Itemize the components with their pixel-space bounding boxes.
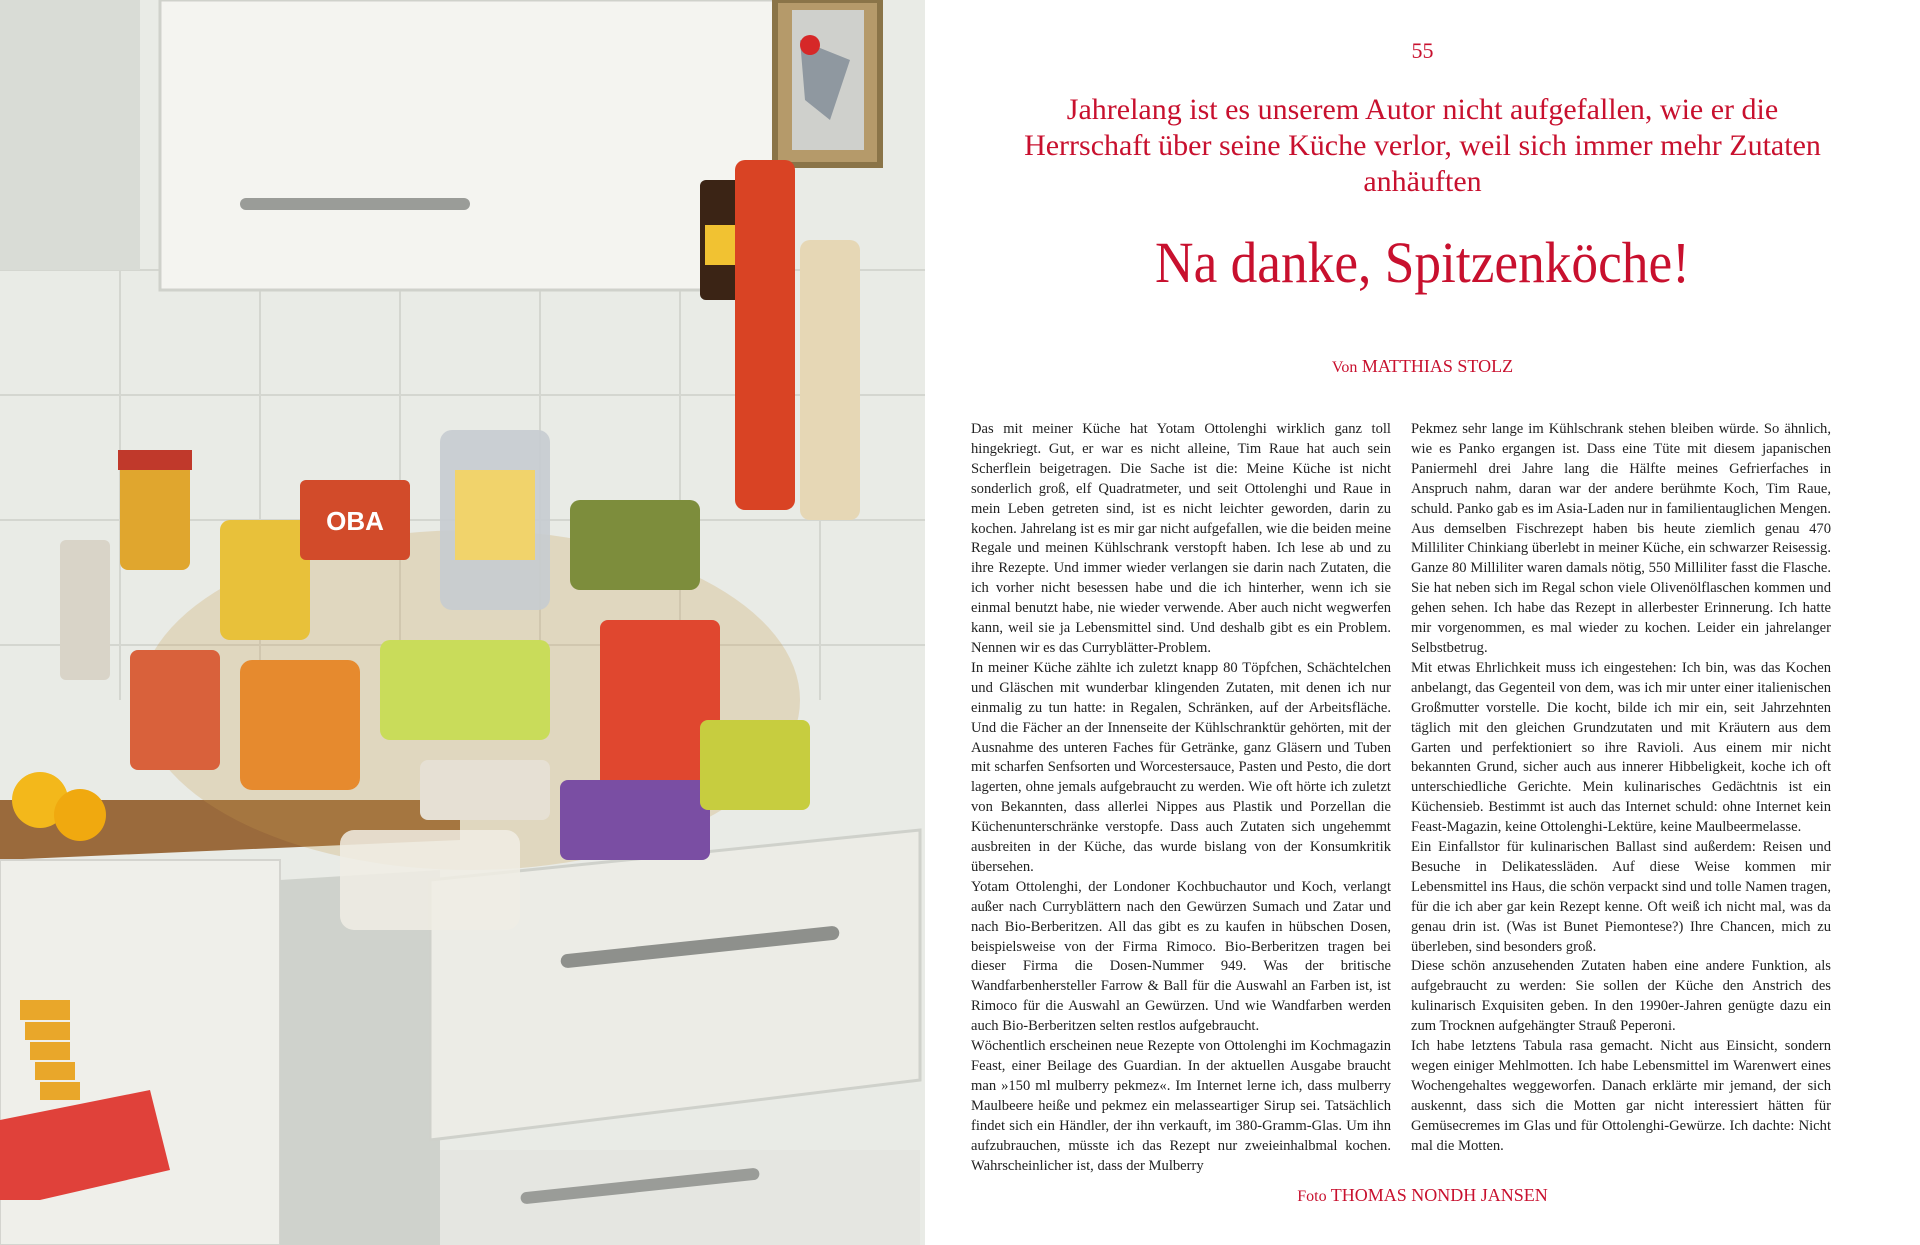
jar-label-oba: OBA <box>326 506 384 536</box>
credit-prefix: Foto <box>1297 1188 1327 1205</box>
article-page <box>925 0 1920 1245</box>
credit-photographer: THOMAS NONDH JANSEN <box>1330 1185 1548 1205</box>
byline-author: MATTHIAS STOLZ <box>1361 356 1514 376</box>
article-column-left <box>971 420 1391 1176</box>
cluttered-kitchen-photo <box>0 0 925 1245</box>
paragraph: Pekmez sehr lange im Kühlschrank stehen bleiben würde. So ähnlich, wie es Panko ergangen ist. Dass eine Tüte mit diesem japanischen Paniermehl drei Jahre lang die Hälfte meines Gefrierfaches in Anspruch nahm, daran war der andere berühmte Koch, Tim Raue, schuld. Panko gab es im Asia-Laden nur in familientauglichen Mengen. Aus demselben Fischrezept haben bis heute ziemlich genau 470 Milliliter Chinkiang überlebt in meiner Küche, ein schwarzer Reisessig. Ganze 80 Milliliter waren damals nötig, 550 Milliliter fasst die Flasche. Sie hat neben sich im Regal schon viele Olivenölflaschen kommen und gehen sehen. Ich habe das Rezept in allerbester Erinnerung. Ich hatte mir vorgenommen, es mal wieder zu kochen. Leider ein jahrelanger Selbstbetrug. <box>1411 421 1831 656</box>
paragraph: Diese schön anzusehenden Zutaten haben eine andere Funktion, als aufgebraucht zu werden: Sie sollen der Küche den Anstrich des kulinarisch Exquisiten geben. In den 1990er-Jahren genügte dazu ein zum Trocknen aufgehängter Strauß Peperoni. <box>1411 958 1831 1035</box>
byline <box>925 356 1920 377</box>
paragraph: Wöchentlich erscheinen neue Rezepte von Ottolenghi im Kochmagazin Feast, einer Beilage des Guardian. In der aktuellen Ausgabe braucht man »150 ml mulberry pekmez«. Im Internet lerne ich, dass mulberry Maulbeere heiße und pekmez ein melasseartiger Sirup sei. Tatsächlich findet sich ein Händler, der ihn verkauft, im 380-Gramm-Glas. Um ihn aufzubrauchen, müsste ich das Rezept nur zweieinhalbmal kochen. Wahrscheinlicher ist, dass der Mulberry <box>971 1038 1391 1174</box>
paragraph: Mit etwas Ehrlichkeit muss ich eingestehen: Ich bin, was das Kochen anbelangt, das Gegenteil von dem, was ich mir unter einer italienischen Großmutter vorstelle. Die kocht, bilde ich mir ein, seit Jahrzehnten täglich mit den gleichen Grundzutaten und mit Kräutern aus dem Garten und perfektioniert so ihre Ravioli. Aus einem mir nicht bekannten Grund, sicher auch aus innerer Hibbeligkeit, koche ich oft unterschiedliche Gerichte. Mein kulinarisches Gedächtnis ist ein Küchensieb. Bestimmt ist auch das Internet schuld: ohne Internet kein Feast-Magazin, keine Ottolenghi-Lektüre, keine Maulbeermelasse. <box>1411 659 1831 836</box>
page-number: 55 <box>1411 38 1434 63</box>
paragraph: In meiner Küche zählte ich zuletzt knapp 80 Töpfchen, Schächtelchen und Gläschen mit wunderbar klingenden Zutaten, mit denen ich nur einmalig zu tun hatte: in Regalen, Schränken, auf der Arbeitsfläche. Und die Fächer an der Innenseite der Kühlschranktür gehörten, mit der Ausnahme des unteren Faches für Getränke, ganz Gläsern und Tuben mit scharfen Senfsorten und Worcestersauce, Pasten und Pesto, die dort lagerten, ohne jemals aufgebraucht zu werden. Wie oft hörte ich zuletzt von Bekannten, dass allerlei Nippes aus Plastik und Porzellan die Küchenunterschränke verstopfe. Dass auch Zutaten sich ungehemmt ausbreiten in der Küche, das wurde bislang von der Konsumkritik übersehen. <box>971 659 1391 875</box>
paragraph: Das mit meiner Küche hat Yotam Ottolenghi wirklich ganz toll hingekriegt. Gut, er war es nicht alleine, Tim Raue hat auch sein Scherflein beigetragen. Die Sache ist die: Meine Küche ist nicht sonderlich groß, elf Quadratmeter, und seit Ottolenghi und Raue in mein Leben getreten sind, ist es nicht leichter geworden, darin zu kochen. Jahrelang ist es mir gar nicht aufgefallen, wie die beiden meine Regale und meinen Kühlschrank verstopft haben. Ich lese ab und zu ihre Rezepte. Und immer wieder verlangen sie darin nach Zutaten, die ich vorher nicht besessen habe und die ich hinterher, wenn ich sie einmal benutzt habe, nie wieder verwende. Aber auch nicht wegwerfen kann, weil sie ja Lebensmittel sind. Und deshalb gibt es ein Problem. Nennen wir es das Curryblätter-Problem. <box>971 421 1391 656</box>
paragraph: Ich habe letztens Tabula rasa gemacht. Nicht aus Einsicht, sondern wegen einiger Mehlmotten. Ich habe Lebensmittel im Warenwert eines Wochengehaltes weggeworfen. Danach erklärte mir jemand, der sich auskennt, dass sich die Motten gar nicht interessiert hätten für Gemüsecremes im Glas und für Ottolenghi-Gewürze. Ich dachte: Nicht mal die Motten. <box>1411 1038 1831 1154</box>
article-column-right <box>1411 420 1831 1157</box>
paragraph: Ein Einfallstor für kulinarischen Ballast sind außerdem: Reisen und Besuche in Delikatessläden. Auf diese Weise kommen mir Lebensmittel ins Haus, die schön verpackt sind und tolle Namen tragen, für die ich aber gar kein Rezept kenne. Oft weiß ich nicht mal, was da genau drin ist. (Was ist Bunet Piemontese?) Ihre Chancen, mich zu überleben, sind besonders groß. <box>1411 839 1831 955</box>
photo-illustration <box>0 0 925 1245</box>
article-dek: Jahrelang ist es unserem Autor nicht aufgefallen, wie er die Herrschaft über seine Küche verlor, weil sich immer mehr Zutaten anhäuften <box>1024 93 1821 198</box>
byline-prefix: Von <box>1331 359 1358 376</box>
photo-credit <box>925 1185 1920 1206</box>
article-headline: Na danke, Spitzenköche! <box>1155 230 1690 295</box>
paragraph: Yotam Ottolenghi, der Londoner Kochbuchautor und Koch, verlangt außer nach Curryblättern nach den Gewürzen Sumach und Zatar und nach Bio-Berberitzen. All das gibt es zu kaufen in hübschen Dosen, beispielsweise von der Firma Rimoco. Bio-Berberitzen tragen bei dieser Firma die Dosen-Nummer 949. Was der britische Wandfarbenhersteller Farrow & Ball für die Auswahl an Farben ist, ist Rimoco für die Auswahl an Gewürzen. Und wie Wandfarben werden auch Bio-Berberitzen selten restlos aufgebraucht. <box>971 878 1391 1035</box>
